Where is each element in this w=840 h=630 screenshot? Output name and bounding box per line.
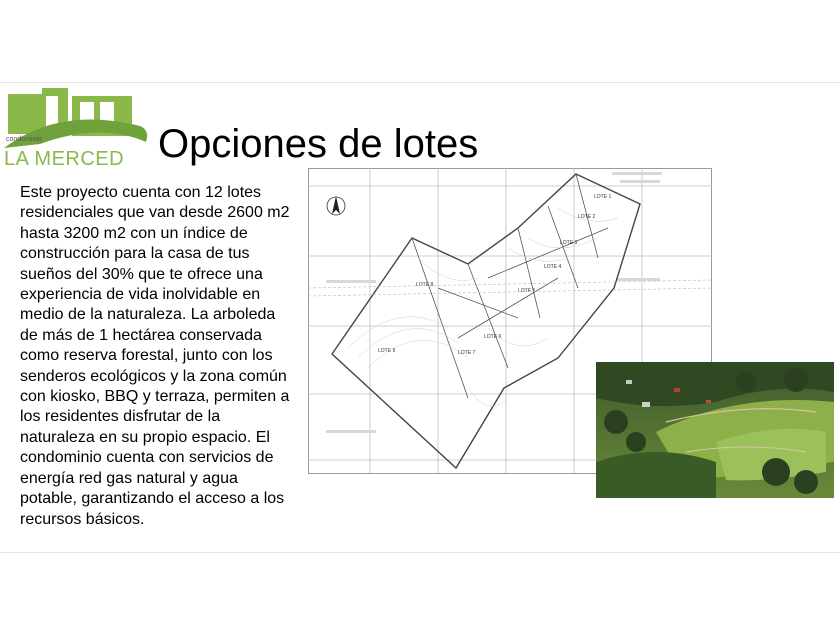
slide-bottom-border — [0, 552, 840, 553]
svg-text:LOTE 4: LOTE 4 — [544, 264, 562, 270]
slide-top-border — [0, 82, 840, 83]
svg-text:LOTE 6: LOTE 6 — [484, 334, 502, 340]
svg-text:LOTE 8: LOTE 8 — [416, 282, 434, 288]
logo-brand-text: LA MERCED — [4, 148, 125, 170]
svg-text:LOTE 7: LOTE 7 — [458, 350, 476, 356]
svg-text:LOTE 1: LOTE 1 — [594, 194, 612, 200]
svg-text:LOTE 2: LOTE 2 — [578, 214, 596, 220]
svg-text:LOTE 3: LOTE 3 — [560, 240, 578, 246]
page-top-margin — [0, 0, 840, 82]
page-title: Opciones de lotes — [158, 122, 479, 166]
logo-small-text: condominio — [6, 136, 42, 143]
svg-text:LOTE 5: LOTE 5 — [518, 288, 536, 294]
lot-label: LOTE 9 — [378, 348, 396, 354]
aerial-photo — [596, 362, 834, 498]
description-text: Este proyecto cuenta con 12 lotes residenciales que van desde 2600 m2 hasta 3200 m2 con un índice de construcción para la casa de tus sueños del 30% que te ofrece una experiencia de vida inolvidable en medio de la naturaleza. La arboleda de más de 1 hectárea conservada como reserva forestal, junto con los senderos ecológicos y la zona común con kiosko, BBQ y terraza, permiten a los residentes disfrutar de la naturaleza en su propio espacio. El condominio cuenta con servicios de energía red gas natural y agua potable, garantizando el acceso a los recursos básicos. — [20, 184, 290, 528]
